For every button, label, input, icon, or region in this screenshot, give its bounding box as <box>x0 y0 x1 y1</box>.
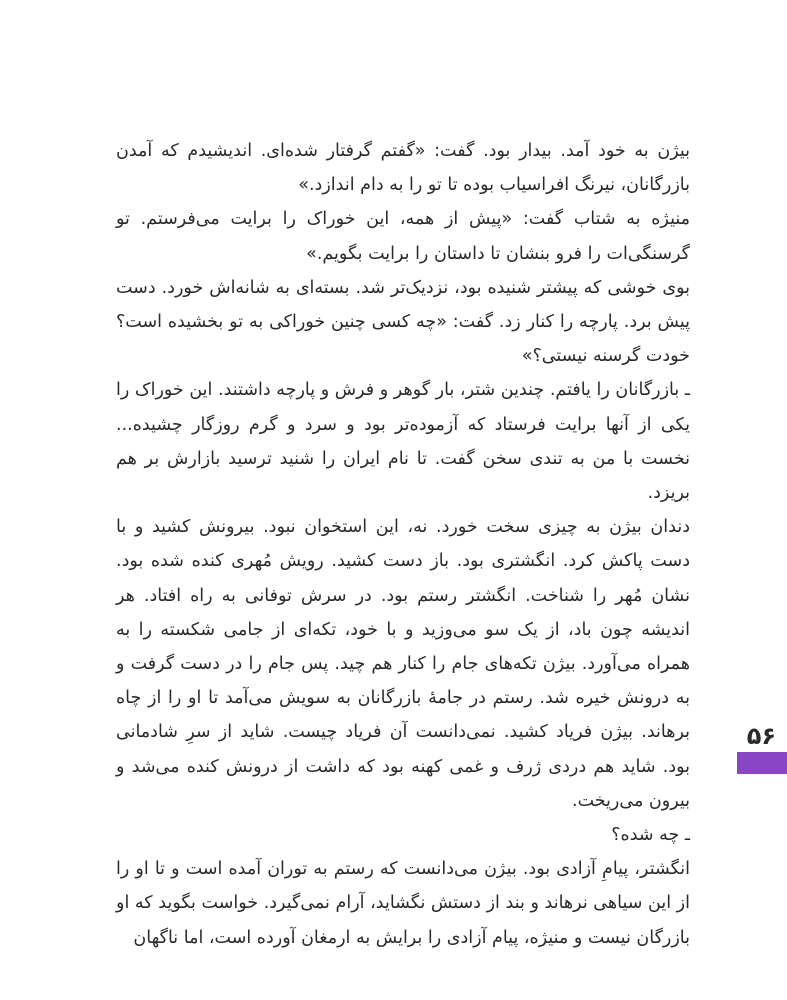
page-tab-marker <box>737 752 787 774</box>
body-text <box>116 134 690 955</box>
paragraph: ـ چه شده؟ <box>611 825 690 846</box>
page-number: ۵۶ <box>746 722 776 750</box>
paragraph: انگشتر، پیامِ آزادی بود. بیژن می‌دانست که رستم به توران آمده است و تا او را از این سیاهی نرهاند و بند از دستش نگشاید، آرام نمی‌گیرد. خواست بگوید که او بازرگان نیست و منیژه، پیام آزادی را برایش به ارمغان آورده است، اما ناگهان <box>116 859 690 948</box>
paragraph: منیژه به شتاب گفت: «پیش از همه، این خوراک را برایت می‌فرستم. تو گرسنگی‌ات را فرو بنشان تا داستان را برایت بگویم.» <box>116 209 690 264</box>
paragraph: بیژن به خود آمد. بیدار بود. گفت: «گفتم گرفتار شده‌ای. اندیشیدم که آمدن بازرگانان، نیرنگ افراسیاب بوده تا تو را به دام اندازد.» <box>116 141 690 196</box>
paragraph: دندان بیژن به چیزی سخت خورد. نه، این استخوان نبود. بیرونش کشید و با دست پاکش کرد. انگشتری بود. باز دست کشید. رویش مُهری کنده شده بود. نشان مُهر را شناخت. انگشتر رستم بود. در سرش توفانی به راه افتاد. هر اندیشه چون باد، از یک سو می‌وزید و با خود، تکه‌ای از جامی شکسته را به همراه می‌آورد. بیژن تکه‌های جام را کنار هم چید. پس جام را در دست گرفت و به درونش خیره شد. رستم در جامهٔ بازرگانان به سویش می‌آمد تا او را از چاه برهاند. بیژن فریاد کشید. نمی‌دانست آن فریاد چیست. شاید از سرِ شادمانی بود. شاید هم دردی ژرف و غمی کهنه بود که داشت از درونش کنده می‌شد و بیرون می‌ریخت. <box>116 517 690 811</box>
paragraph: بوی خوشی که پیشتر شنیده بود، نزدیک‌تر شد. بسته‌ای به شانه‌اش خورد. دست پیش برد. پارچه را کنار زد. گفت: «چه کسی چنین خوراکی به تو بخشیده است؟ خودت گرسنه نیستی؟» <box>116 277 690 367</box>
paragraph: ـ بازرگانان را یافتم. چندین شتر، بار گوهر و فرش و پارچه داشتند. این خوراک را یکی از آنها برایت فرستاد که آزموده‌تر بود و سرد و گرم روزگار چشیده... نخست با من به تندی سخن گفت. تا نام ایران را شنید ترسید بازارش بر هم بریزد. <box>116 380 690 504</box>
